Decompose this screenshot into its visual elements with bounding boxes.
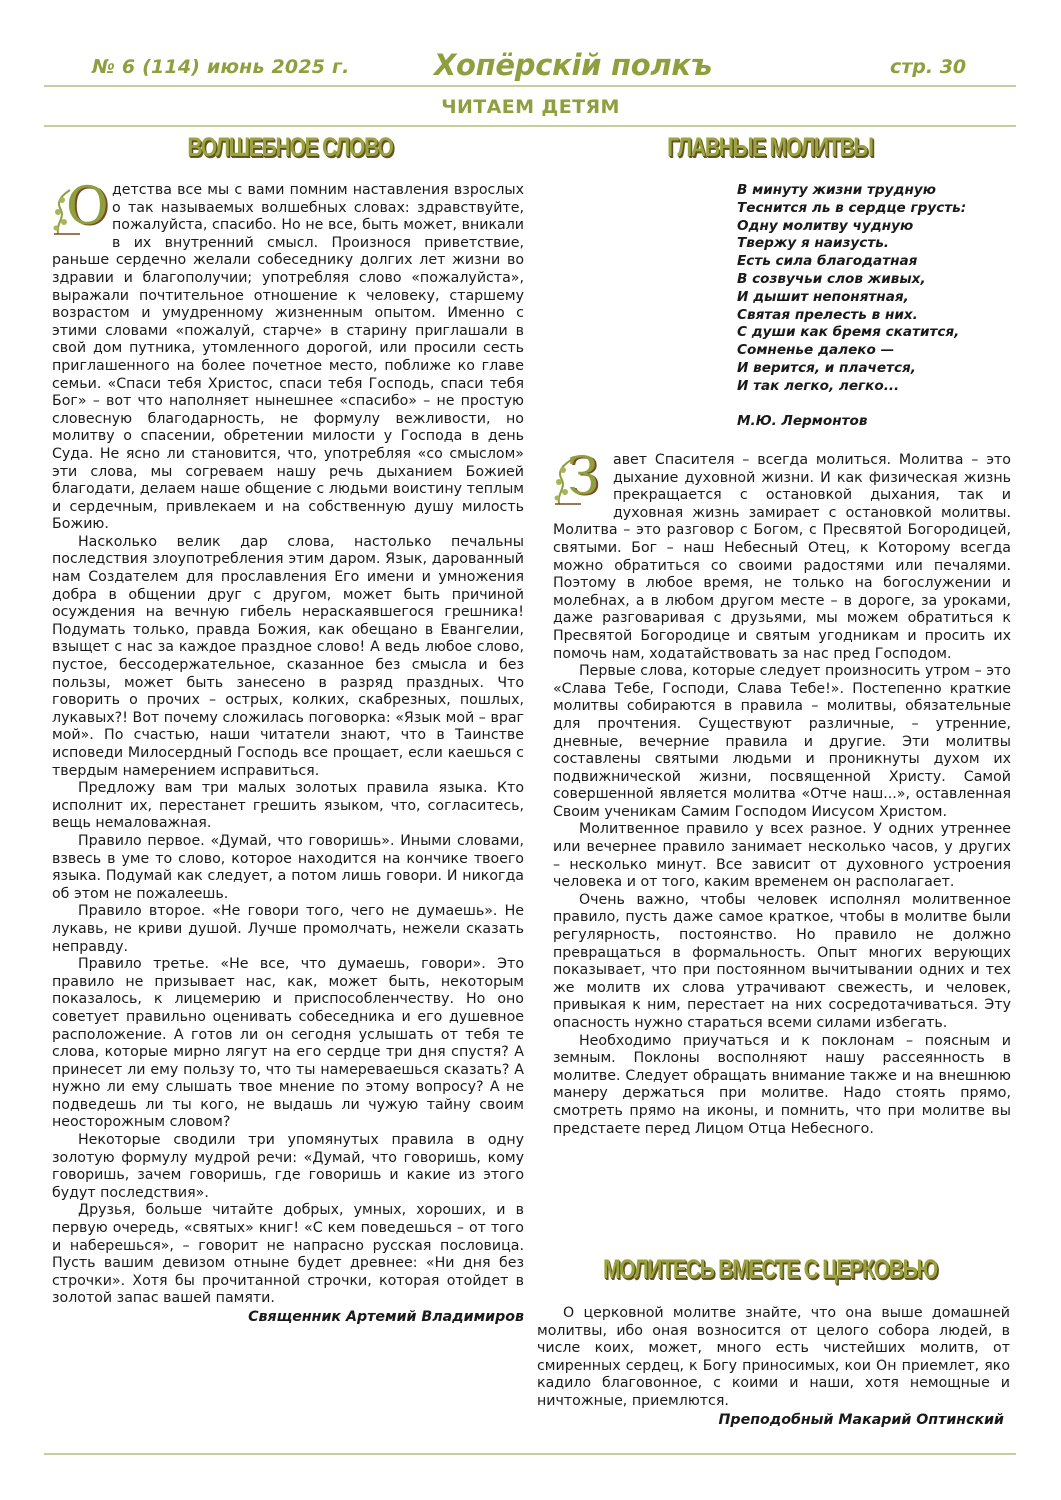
article-magic-word bbox=[52, 177, 524, 1327]
poem bbox=[737, 182, 966, 431]
paragraph: Правило второе. «Не говори того, чего не думаешь». Не лукавь, не криви душой. Лучше промолчать, нежели сказать неправду. bbox=[52, 903, 524, 955]
paragraph: Первые слова, которые следует произносить утром – это «Слава Тебе, Господи, Слава Тебе!». Постепенно краткие молитвы собираются в правила – молитвы, обязательные для прочтения. Существуют различные, – утренние, дневные, вечерние правила и другие. Эти молитвы составлены святыми людьми и проникнуты духом их подвижнической жизни, посвященной Христу. Самой совершенной является молитва «Отче наш...», оставленная Своим ученикам Самим Господом Иисусом Христом. bbox=[553, 663, 1011, 820]
paragraph: Правило первое. «Думай, что говоришь». Иными словами, взвесь в уме то слово, которое находится на кончике твоего языка. Подумай как следует, а потом лишь говори. И никогда об этом не пожалеешь. bbox=[52, 832, 524, 902]
issue-number: № 6 (114) июнь 2025 г. bbox=[92, 56, 350, 78]
paragraph: Необходимо приучаться и к поклонам – поясным и земным. Поклоны восполняют нашу рассеянность в молитве. Следует обращать внимание также и на внешнюю манеру держаться при молитве. Надо стоять прямо, смотреть прямо на иконы, и помнить, что при молитве вы предстаете перед Лицом Отца Небесного. bbox=[553, 1032, 1011, 1137]
article-main-prayers bbox=[553, 447, 1011, 1138]
poem-line: Теснится ль в сердце грусть: bbox=[737, 199, 967, 216]
poem-line: Святая прелесть в них. bbox=[737, 306, 918, 323]
poem-line: Одну молитву чудную bbox=[737, 217, 914, 234]
poem-line: В минуту жизни трудную bbox=[737, 182, 936, 198]
paragraph: Друзья, больше читайте добрых, умных, хороших, и в первую очередь, «святых» книг! «С кем поведешься – от того и наберешься», – говорит не напрасно русская пословица. Пусть вашим девизом отныне будет древнее: «Ни дня без строчки». Хотя бы прочитанной строчки, которая отойдет в золотой запас вашей памяти. bbox=[52, 1202, 524, 1307]
paragraph: Молитвенное правило у всех разное. У одних утреннее или вечернее правило занимает несколько часов, у других – несколько минут. Все зависит от духовного устроения человека и от того, каким временем он располагает. bbox=[553, 821, 1011, 891]
newspaper-title: Хопёрскiй полкъ bbox=[434, 48, 713, 82]
poem-line: И дышит непонятная, bbox=[737, 288, 909, 305]
dropcap-z: З bbox=[553, 454, 605, 506]
signature: Преподобный Макарий Оптинский bbox=[718, 1411, 1004, 1428]
dropcap-o: О bbox=[52, 184, 104, 236]
paragraph: детства все мы с вами помним наставления взрослых о так называемых волшебных словах: здравствуйте, пожалуйста, спасибо. Но не все, быть может, вникали в их внутренний смысл. Произнося приветствие, раньше сердечно желали собеседнику долгих лет жизни во здравии и благополучии; употребляя слово «пожалуйста», выражали почтительное отношение к человеку, старшему возрастом и умудренному жизненным опытом. Именно с этими словами «пожалуй, старче» в старину приглашали в свой дом путника, утомленного дорогой, или просили сесть приглашенного на более почетное место, поближе ко главе семьи. «Спаси тебя Христос, спаси тебя Господь, спаси тебя Бог» – вот что наполняет нынешнее «спасибо» – не простую словесную благодарность, не формулу вежливости, но молитву о спасении, обретении милости у Господа в день Суда. Не ясно ли становится, что, употребляя «со смыслом» эти слова, мы согреваем нашу речь дыханием Божией благодати, делаем наше общение с людьми воистину теплым и сердечным, привлекаем и на собственную душу милость Божию. bbox=[52, 182, 524, 533]
section-title: ЧИТАЕМ ДЕТЯМ bbox=[441, 96, 620, 118]
footer-rule bbox=[44, 1453, 1016, 1455]
paragraph: Некоторые сводили три упомянутых правила в одну золотую формулу мудрой речи: «Думай, что говоришь, кому говоришь, зачем говоришь, где говоришь и какие из этого будут последствия». bbox=[52, 1132, 524, 1201]
signature: Священник Артемий Владимиров bbox=[248, 1309, 524, 1325]
paragraph: Насколько велик дар слова, настолько печальны последствия злоупотребления этим даром. Язык, дарованный нам Создателем для прославления Его имени и умножения добра в общении друг с другом, может быть причиной осуждения на вечную гибель нераскаявшегося грешника! Подумать только, правда Божия, как обещано в Евангелии, взыщет с нас за каждое праздное слово! А ведь любое слово, пустое, бессодержательное, сказанное без смысла и без пользы, может быть занесено в разряд праздных. Что говорить о прочих – острых, колких, скабрезных, пошлых, лукавых?! Вот почему сложилась поговорка: «Язык мой – враг мой». По счастью, наши читатели знают, что в Таинстве исповеди Милосердный Господь все прощает, если каешься с твердым намерением исправиться. bbox=[52, 533, 524, 779]
page-number: стр. 30 bbox=[890, 56, 967, 78]
article-pray-with-church bbox=[537, 1305, 1010, 1429]
poem-author: М.Ю. Лермонтов bbox=[737, 413, 868, 430]
headline-main-prayers: ГЛАВНЫЕ МОЛИТВЫ bbox=[667, 132, 873, 162]
poem-line: В созвучьи слов живых, bbox=[737, 270, 926, 287]
paragraph: Очень важно, чтобы человек исполнял молитвенное правило, пусть даже самое краткое, чтобы в молитве были регулярность, постоянство. Но правило не должно превращаться в формальность. Опыт многих верующих показывает, что при постоянном вычитывании одних и тех же молитв их слова утрачивают свежесть, и человек, привыкая к ним, перестает на них сосредотачиваться. Эту опасность нужно стараться всеми силами избегать. bbox=[553, 891, 1011, 1031]
header-rule-bottom bbox=[44, 125, 1016, 127]
paragraph: О церковной молитве знайте, что она выше домашней молитвы, ибо оная возносится от целого собора людей, в числе коих, может, много есть чистейших молитв, от смиренных сердец, к Богу приносимых, кои Он приемлет, яко кадило благовонное, с коими и наши, хотя немощные и ничтожные, приемлются. bbox=[537, 1305, 1010, 1409]
poem-line: И так легко, легко... bbox=[737, 377, 900, 394]
poem-line: Сомненье далеко — bbox=[737, 342, 895, 359]
poem-line: Есть сила благодатная bbox=[737, 253, 918, 270]
headline-pray-with-church: МОЛИТЕСЬ ВМЕСТЕ С ЦЕРКОВЬЮ bbox=[602, 1254, 938, 1284]
paragraph: Предложу вам три малых золотых правила языка. Кто исполнит их, перестанет грешить языком, что, согласитесь, вещь немаловажная. bbox=[52, 780, 524, 832]
poem-line: Твержу я наизусть. bbox=[737, 235, 889, 252]
headline-magic-word: ВОЛШЕБНОЕ СЛОВО bbox=[187, 132, 393, 162]
poem-line: С души как бремя скатится, bbox=[737, 324, 960, 341]
poem-line: И верится, и плачется, bbox=[737, 359, 916, 376]
header-rule-top bbox=[44, 85, 1016, 87]
paragraph: авет Спасителя – всегда молиться. Молитва – это дыхание духовной жизни. И как физическая жизнь прекращается с остановкой дыхания, так и духовная жизнь замирает с остановкой молитвы. Молитва – это разговор с Богом, с Пресвятой Богородицей, святыми. Бог – наш Небесный Отец, к Которому всегда можно обратиться со своими радостями или печалями. Поэтому в любое время, не только на богослужении и молебнах, а в любом другом месте – в дороге, за уроками, даже разговаривая с друзьями, мы можем обратиться к Пресвятой Богородице и святым угодникам и просить их помочь нам, ходатайствовать за нас пред Господом. bbox=[553, 452, 1011, 662]
paragraph: Правило третье. «Не все, что думаешь, говори». Это правило не призывает нас, как, может быть, некоторым показалось, к лицемерию и приспособленчеству. Но оно советует правильно оценивать собеседника и его душевное расположение. А готов ли он сегодня услышать от тебя те слова, которые мирно лягут на его сердце три дня спустя? А принесет ли ему пользу то, что ты намереваешься сказать? А нужно ли ему слышать твое мнение по этому вопросу? А не подведешь ли ты кого, не выдашь ли чужую тайну своим неосторожным словом? bbox=[52, 956, 524, 1131]
masthead bbox=[0, 48, 1061, 88]
